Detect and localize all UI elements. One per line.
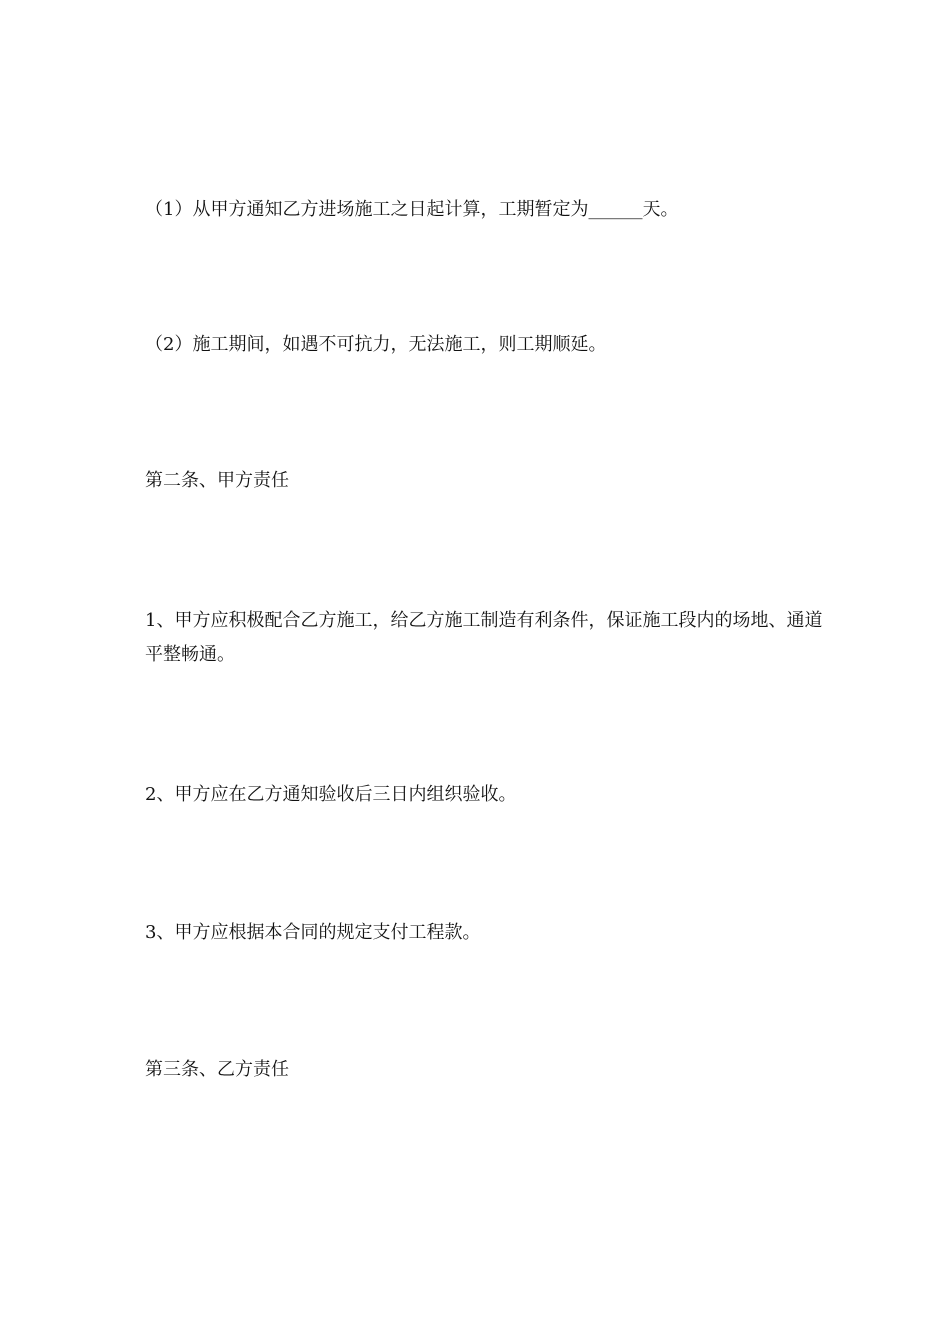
article-2-item-1: 1、甲方应积极配合乙方施工，给乙方施工制造有利条件，保证施工段内的场地、通道平整畅通。 [145,610,823,665]
article-3-heading: 第三条、乙方责任 [145,1059,289,1080]
article-2-item-3: 3、甲方应根据本合同的规定支付工程款。 [145,922,481,943]
clause-1-1-construction-period: （1）从甲方通知乙方进场施工之日起计算，工期暂定为______天。 [145,199,679,220]
article-2-item-2: 2、甲方应在乙方通知验收后三日内组织验收。 [145,784,517,805]
article-2-heading: 第二条、甲方责任 [145,470,289,491]
clause-1-2-force-majeure: （2）施工期间，如遇不可抗力，无法施工，则工期顺延。 [145,334,607,355]
